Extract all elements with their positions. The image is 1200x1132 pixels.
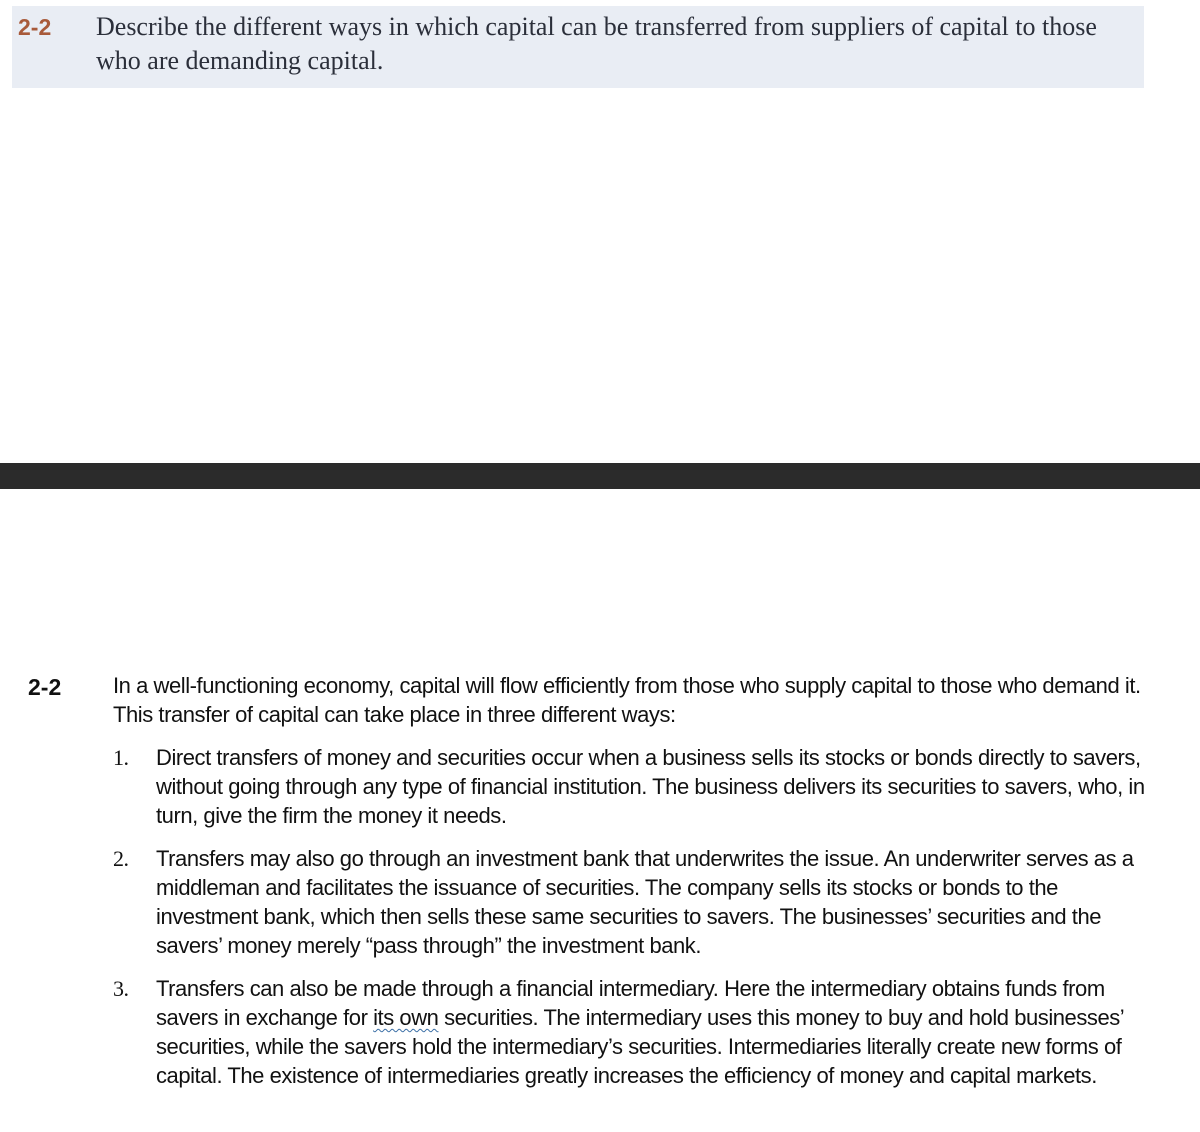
question-text: Describe the different ways in which capital can be transferred from suppliers of capital to those who are demanding capital. bbox=[96, 12, 1097, 75]
answer-intro: In a well-functioning economy, capital will flow efficiently from those who supply capital to those who demand it. This transfer of capital can take place in three different ways: bbox=[113, 673, 1141, 727]
list-item-text: Direct transfers of money and securities occur when a business sells its stocks or bonds directly to savers, without going through any type of financial institution. The business delivers its securities to savers, who, in turn, give the firm the money it needs. bbox=[156, 745, 1145, 828]
list-item-number: 1. bbox=[113, 745, 129, 770]
list-item-text: Transfers may also go through an investment bank that underwrites the issue. An underwriter serves as a middleman and facilitates the issuance of securities. The company sells its stocks or bonds to the investment bank, which then sells these same securities to savers. The businesses’ securities and the savers’ money merely “pass through” the investment bank. bbox=[156, 846, 1134, 958]
question-box bbox=[12, 6, 1144, 88]
spellcheck-underlined-text: its own bbox=[373, 1005, 439, 1030]
list-item-number: 3. bbox=[113, 976, 129, 1001]
list-item-text-part: securities. The intermediary uses this money to buy and hold businesses’ securities, while the savers hold the intermediary’s securities. Intermediaries literally create new forms of capital. The existence of intermediaries greatly increases the efficiency of money and capital markets. bbox=[156, 1005, 1124, 1088]
list-item-text bbox=[156, 974, 1156, 1090]
question-number: 2-2 bbox=[18, 14, 52, 40]
list-item-number: 2. bbox=[113, 846, 129, 871]
page-divider bbox=[0, 463, 1200, 489]
answer-number: 2-2 bbox=[28, 674, 62, 700]
list-item-text-part: Transfers can also be made through a financial intermediary. Here the intermediary obtains funds from savers in exchange for bbox=[156, 976, 1105, 1030]
